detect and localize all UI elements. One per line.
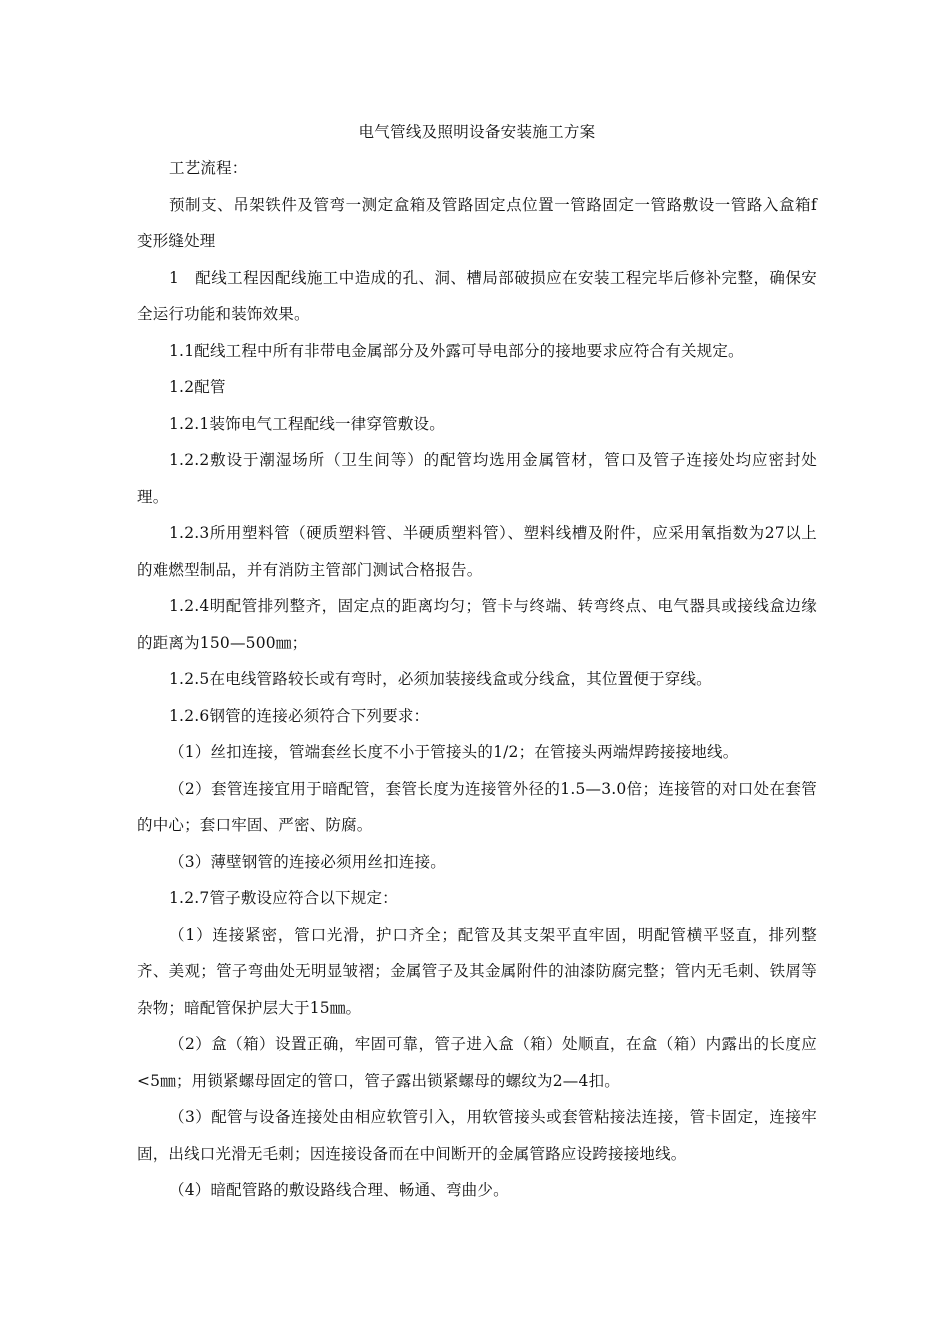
paragraph-1-2-4: 1.2.4明配管排列整齐，固定点的距离均匀；管卡与终端、转弯终点、电气器具或接线盒边缘的距离为150—500㎜； — [137, 597, 817, 652]
paragraph-1-2-7: 1.2.7管子敷设应符合以下规定： — [169, 889, 398, 907]
paragraph-1-2-1: 1.2.1装饰电气工程配线一律穿管敷设。 — [169, 414, 445, 433]
paragraph-1-2-5: 1.2.5在电线管路较长或有弯时，必须加装接线盒或分线盒，其位置便于穿线。 — [169, 670, 712, 688]
paragraph-1-2-6: 1.2.6钢管的连接必须符合下列要求： — [169, 706, 430, 725]
paragraph-1-2-7-item-4: （4）暗配管路的敷设路线合理、畅通、弯曲少。 — [169, 1181, 509, 1199]
paragraph-process-heading: 工艺流程： — [169, 159, 248, 177]
paragraph-1-2-7-item-3: （3）配管与设备连接处由相应软管引入，用软管接头或套管粘接法连接，管卡固定，连接牢固，出线口光滑无毛刺；因连接设备而在中间断开的金属管路应设跨接接地线。 — [137, 1108, 817, 1163]
paragraph-1-2-2: 1.2.2敷设于潮湿场所（卫生间等）的配管均选用金属管材，管口及管子连接处均应密封处理。 — [137, 451, 817, 506]
paragraph-1-2-6-item-2: （2）套管连接宜用于暗配管，套管长度为连接管外径的1.5—3.0倍；连接管的对口处在套管的中心；套口牢固、严密、防腐。 — [137, 779, 817, 834]
paragraph-1-2-7-item-2: （2）盒（箱）设置正确，牢固可靠，管子进入盒（箱）处顺直，在盒（箱）内露出的长度应<5㎜；用锁紧螺母固定的管口，管子露出锁紧螺母的螺纹为2—4扣。 — [137, 1035, 817, 1090]
paragraph-1-2-7-item-1: （1）连接紧密，管口光滑，护口齐全；配管及其支架平直牢固，明配管横平竖直，排列整齐、美观；管子弯曲处无明显皱褶；金属管子及其金属附件的油漆防腐完整；管内无毛刺、铁屑等杂物；暗配管保护层大于15㎜。 — [137, 925, 817, 1017]
document-title: 电气管线及照明设备安装施工方案 — [358, 123, 596, 141]
paragraph-process-flow: 预制支、吊架铁件及管弯一测定盒箱及管路固定点位置一管路固定一管路敷设一管路入盒箱f变形缝处理 — [137, 195, 817, 250]
paragraph-1-2-6-item-3: （3）薄壁钢管的连接必须用丝扣连接。 — [169, 852, 446, 871]
document-page — [137, 118, 817, 1209]
paragraph-1-2-6-item-1: （1）丝扣连接，管端套丝长度不小于管接头的1/2；在管接头两端焊跨接接地线。 — [169, 743, 739, 761]
paragraph-1: 1 配线工程因配线施工中造成的孔、洞、槽局部破损应在安装工程完毕后修补完整，确保安全运行功能和装饰效果。 — [137, 268, 817, 323]
paragraph-1-2: 1.2配管 — [169, 378, 226, 396]
paragraph-1-1: 1.1配线工程中所有非带电金属部分及外露可导电部分的接地要求应符合有关规定。 — [169, 341, 744, 360]
paragraph-1-2-3: 1.2.3所用塑料管（硬质塑料管、半硬质塑料管）、塑料线槽及附件，应采用氧指数为27以上的难燃型制品，并有消防主管部门测试合格报告。 — [137, 524, 817, 579]
